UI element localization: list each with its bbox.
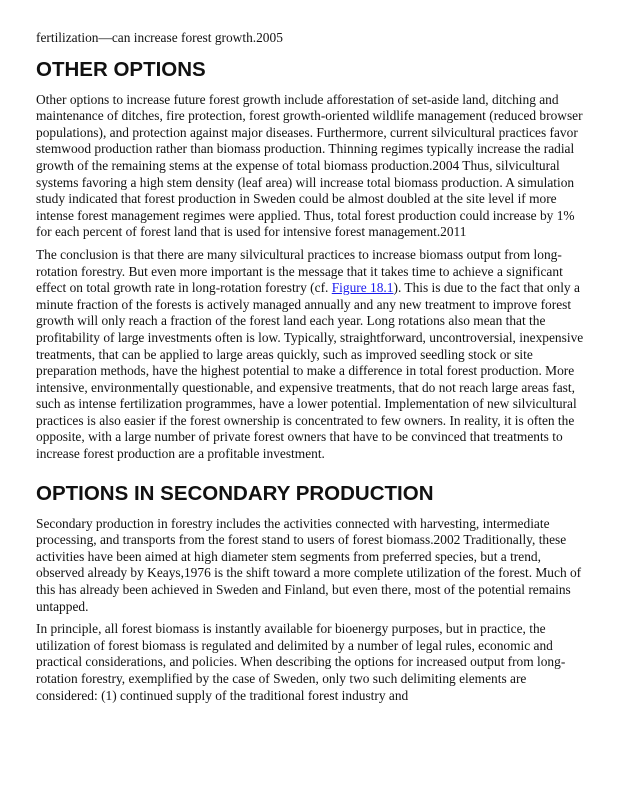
section-heading-secondary-production: OPTIONS IN SECONDARY PRODUCTION — [36, 481, 434, 505]
paragraph: Secondary production in forestry includes the activities connected with harvesting, intermediate processing, and transports from the forest stand to users of forest biomass.2002 Traditionally, these activities have been aimed at high diameter stem segments from preferred species, but a trend, observed already by Keays,1976 is the shift toward a more complete utilization of the forest. Much of this has already been achieved in Sweden and Finland, but even there, most of the potential remains untapped. — [36, 515, 582, 614]
paragraph-with-figure-link — [36, 247, 584, 463]
paragraph: Other options to increase future forest growth include afforestation of set-aside land, ditching and maintenance of ditches, fire protection, forest growth-oriented wildlife management (reduced browser populations), and protection against major diseases. Furthermore, current silvicultural practices favor stemwood production rather than biomass production. Thinning regimes typically increase the radial growth of the remaining stems at the expense of total biomass production.2004 Thus, silvicultural systems favoring a high stem density (leaf area) will increase total biomass production. A simulation study indicated that forest production in Sweden could be almost doubled at the site level if more intense forest management regimes were applied. Thus, total forest production could increase by 1% for each percent of forest land that is used for intensive forest management.2011 — [36, 91, 583, 240]
figure-18-1-link[interactable]: Figure 18.1 — [331, 280, 394, 296]
section-heading-other-options: OTHER OPTIONS — [36, 57, 206, 81]
carryover-paragraph: fertilization—can increase forest growth.2005 — [36, 30, 283, 45]
paragraph: In principle, all forest biomass is instantly available for bioenergy purposes, but in practice, the utilization of forest biomass is regulated and delimited by a number of legal rules, economic and practical considerations, and policies. When describing the options for increased output from long-rotation forestry, exemplified by the case of Sweden, only two such delimiting elements are considered: (1) continued supply of the traditional forest industry and — [36, 621, 566, 703]
paragraph-text: ). This is due to the fact that only a minute fraction of the forests is actively managed annually and any new treatment to improve forest growth will only reach a fraction of the forest land each year. Long rotations also mean that the profitability of large investments often is low. Typically, straightforward, uncontroversial, inexpensive treatments, that can be applied to large areas quickly, such as improved seedling stock or site preparation methods, have the highest potential to make a difference in total forest production. More intensive, environmentally questionable, and expensive treatments, that do not reach large areas fast, such as intense fertilization programmes, have a lower potential. Implementation of new silvicultural practices is also easier if the forest ownership is concentrated to few owners. In reality, it is often the opposite, with a large number of private forest owners that have to be convinced that treatments to increase forest production are a profitable investment. — [36, 280, 584, 462]
document-page — [36, 30, 584, 710]
paragraph-text: The conclusion is that there are many silvicultural practices to increase biomass output from long-rotation forestry. But even more important is the message that it takes time to achieve a significant effect on total growth rate in long-rotation forestry (cf. — [36, 246, 563, 296]
